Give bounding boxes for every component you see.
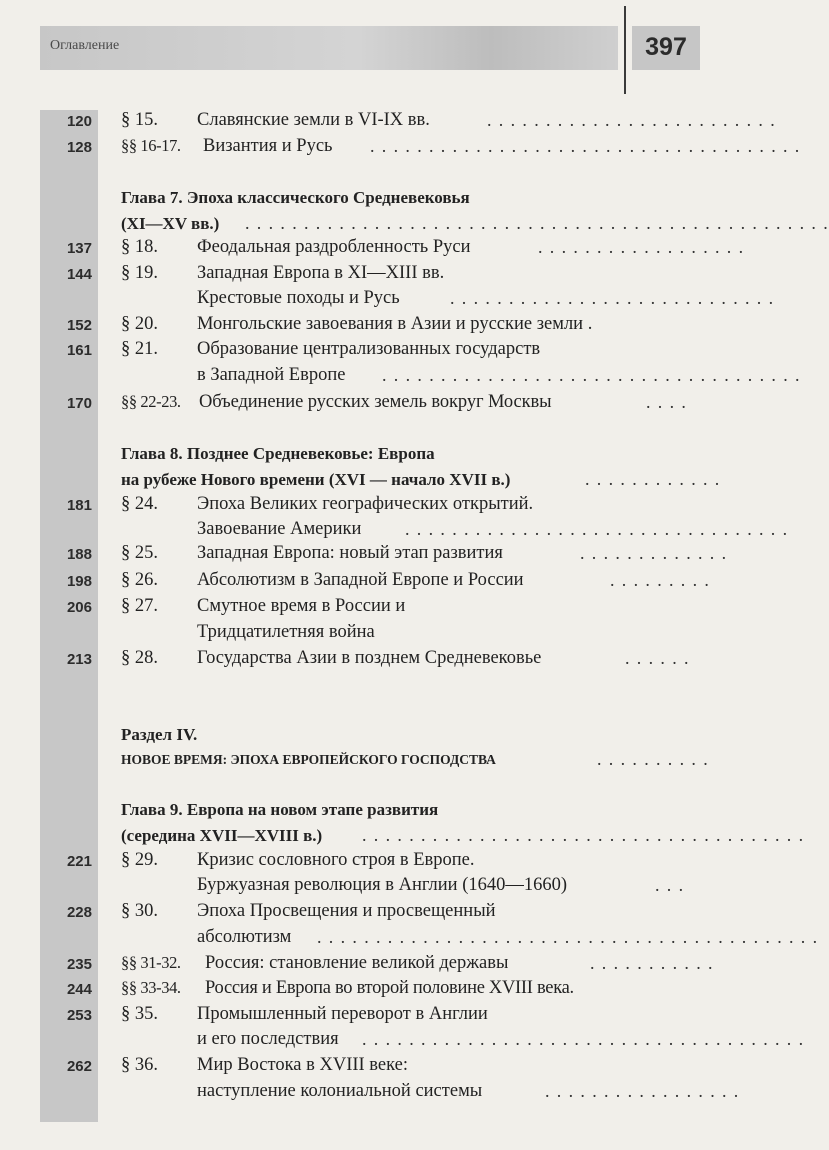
toc-leader-dots: . . . . . . . . . . . . . . . . . . . . . . . . . <box>487 110 777 130</box>
toc-entry-title-line2: абсолютизм <box>197 927 292 947</box>
toc-page-number: 144 <box>66 266 92 283</box>
toc-entry-title-line2: Завоевание Америки <box>197 519 362 539</box>
toc-section-number: § 15. <box>121 110 158 130</box>
chapter-heading: на рубеже Нового времени (XVI — начало XVII в.) <box>121 470 511 489</box>
toc-entry-title: Византия и Русь <box>203 136 333 156</box>
toc-section-number: § 25. <box>121 543 158 563</box>
toc-leader-dots: . . . <box>655 875 685 895</box>
toc-entry-title: Смутное время в России и <box>197 596 406 616</box>
page-number: 397 <box>645 33 687 61</box>
toc-page-number: 161 <box>66 342 92 359</box>
toc-page-number: 262 <box>66 1058 92 1075</box>
toc-leader-dots: . . . . . . . . . . . . . . . . . . . . . . . . . . . . . . . . . . . . <box>382 365 801 385</box>
toc-page-number: 228 <box>66 904 92 921</box>
toc-entry-title: Россия: становление великой державы <box>205 953 509 973</box>
toc-section-number: § 20. <box>121 314 158 334</box>
toc-page-number: 128 <box>66 139 92 156</box>
part-heading: Раздел IV. <box>121 725 198 744</box>
toc-page-number: 213 <box>66 651 92 668</box>
toc-leader-dots: . . . . . . . . . . . . . . . . . . . . . . . . . . . . . . . . . . . . . . . . . . . . . . . . . . <box>245 213 829 233</box>
toc-leader-dots: . . . . . . . . . . . . <box>585 469 721 489</box>
toc-page-number: 170 <box>66 395 92 412</box>
toc-page-number: 137 <box>66 240 92 257</box>
toc-entry-title-line2: в Западной Европе <box>197 365 346 385</box>
toc-leader-dots: . . . . . . . . . <box>610 570 711 590</box>
toc-page-number: 188 <box>66 546 92 563</box>
toc-section-number: § 27. <box>121 596 158 616</box>
toc-entry-title: Западная Европа: новый этап развития <box>197 543 503 563</box>
toc-leader-dots: . . . . . . . . . . . <box>590 953 714 973</box>
toc-leader-dots: . . . . . . . . . . . . . . . . . <box>545 1081 740 1101</box>
toc-entry-title-line2: наступление колониальной системы <box>197 1081 483 1101</box>
toc-entry-title: Эпоха Великих географических открытий. <box>197 494 534 514</box>
header-divider <box>624 6 626 94</box>
toc-leader-dots: . . . . . . . . . . . . . . . . . . . . . . . . . . . . . . . . . . . . . . <box>362 1029 805 1049</box>
toc-entry-title: Россия и Европа во второй половине XVIII века. <box>205 978 574 998</box>
toc-page-number: 235 <box>66 956 92 973</box>
part-subheading: НОВОЕ ВРЕМЯ: ЭПОХА ЕВРОПЕЙСКОГО ГОСПОДСТВА <box>121 752 496 767</box>
toc-section-number: §§ 31-32. <box>121 953 181 972</box>
toc-leader-dots: . . . . . . . . . . . . . . . . . . <box>538 237 745 257</box>
chapter-heading: Глава 9. Европа на новом этапе развития <box>121 800 439 819</box>
toc-entry-title: Абсолютизм в Западной Европе и России <box>197 570 524 590</box>
toc-leader-dots: . . . . <box>646 392 688 412</box>
toc-entry-title: Государства Азии в позднем Средневековье <box>197 648 542 668</box>
toc-entry-title: Славянские земли в VI-IX вв. <box>197 110 430 130</box>
toc-section-number: § 26. <box>121 570 158 590</box>
toc-entry-title: Западная Европа в XI—XIII вв. <box>197 263 445 283</box>
toc-section-number: § 19. <box>121 263 158 283</box>
chapter-heading: (середина XVII—XVIII в.) <box>121 826 323 845</box>
chapter-heading: (XI—XV вв.) <box>121 214 220 233</box>
running-header <box>40 26 618 70</box>
toc-section-number: §§ 16-17. <box>121 136 181 155</box>
toc-section-number: § 21. <box>121 339 158 359</box>
toc-section-number: § 24. <box>121 494 158 514</box>
toc-entry-title-line2: Крестовые походы и Русь <box>197 288 400 308</box>
toc-leader-dots: . . . . . . <box>625 648 690 668</box>
toc-page-number: 206 <box>66 599 92 616</box>
toc-page-number: 221 <box>66 853 92 870</box>
toc-page-number: 120 <box>66 113 92 130</box>
toc-leader-dots: . . . . . . . . . . . . . . . . . . . . . . . . . . . . . . . . . . . . . <box>370 136 801 156</box>
toc-page-number: 244 <box>66 981 92 998</box>
chapter-heading: Глава 8. Позднее Средневековье: Европа <box>121 444 435 463</box>
chapter-heading: Глава 7. Эпоха классического Средневековья <box>121 188 470 207</box>
running-header-title: Оглавление <box>50 38 120 53</box>
toc-leader-dots: . . . . . . . . . . <box>597 749 710 769</box>
toc-entry-title: Эпоха Просвещения и просвещенный <box>197 901 496 921</box>
toc-section-number: § 28. <box>121 648 158 668</box>
toc-page-number: 152 <box>66 317 92 334</box>
toc-entry-title: Образование централизованных государств <box>197 339 541 359</box>
toc-entry-title-line2: Тридцатилетняя война <box>197 622 375 642</box>
toc-section-number: § 29. <box>121 850 158 870</box>
toc-leader-dots: . . . . . . . . . . . . . . . . . . . . . . . . . . . . . . . . . . . . . . <box>362 825 805 845</box>
toc-section-number: §§ 33-34. <box>121 978 181 997</box>
toc-section-number: §§ 22-23. <box>121 392 181 411</box>
toc-leader-dots: . . . . . . . . . . . . . . . . . . . . . . . . . . . . . . . . . . . . . . . . . . . <box>317 927 819 947</box>
toc-entry-title: Кризис сословного строя в Европе. <box>197 850 475 870</box>
toc-section-number: § 18. <box>121 237 158 257</box>
page-number-box <box>632 26 700 70</box>
toc-entry-title: Мир Востока в XVIII веке: <box>197 1055 409 1075</box>
toc-entry-title-line2: и его последствия <box>197 1029 339 1049</box>
toc-section-number: § 36. <box>121 1055 158 1075</box>
toc-section-number: § 30. <box>121 901 158 921</box>
toc-entry-title-line2: Буржуазная революция в Англии (1640—1660) <box>197 875 568 895</box>
toc-page-number: 181 <box>66 497 92 514</box>
toc-leader-dots: . . . . . . . . . . . . . <box>580 543 728 563</box>
toc-entry-title: Феодальная раздробленность Руси <box>197 237 471 257</box>
toc-section-number: § 35. <box>121 1004 158 1024</box>
toc-entry-title: Объединение русских земель вокруг Москвы <box>199 392 552 412</box>
toc-page-number: 198 <box>66 573 92 590</box>
toc-entry-title: Промышленный переворот в Англии <box>197 1004 488 1024</box>
toc-entry-title: Монгольские завоевания в Азии и русские земли . <box>197 314 593 334</box>
toc-leader-dots: . . . . . . . . . . . . . . . . . . . . . . . . . . . . <box>450 288 775 308</box>
toc-leader-dots: . . . . . . . . . . . . . . . . . . . . . . . . . . . . . . . . . <box>405 519 789 539</box>
toc-page-number: 253 <box>66 1007 92 1024</box>
